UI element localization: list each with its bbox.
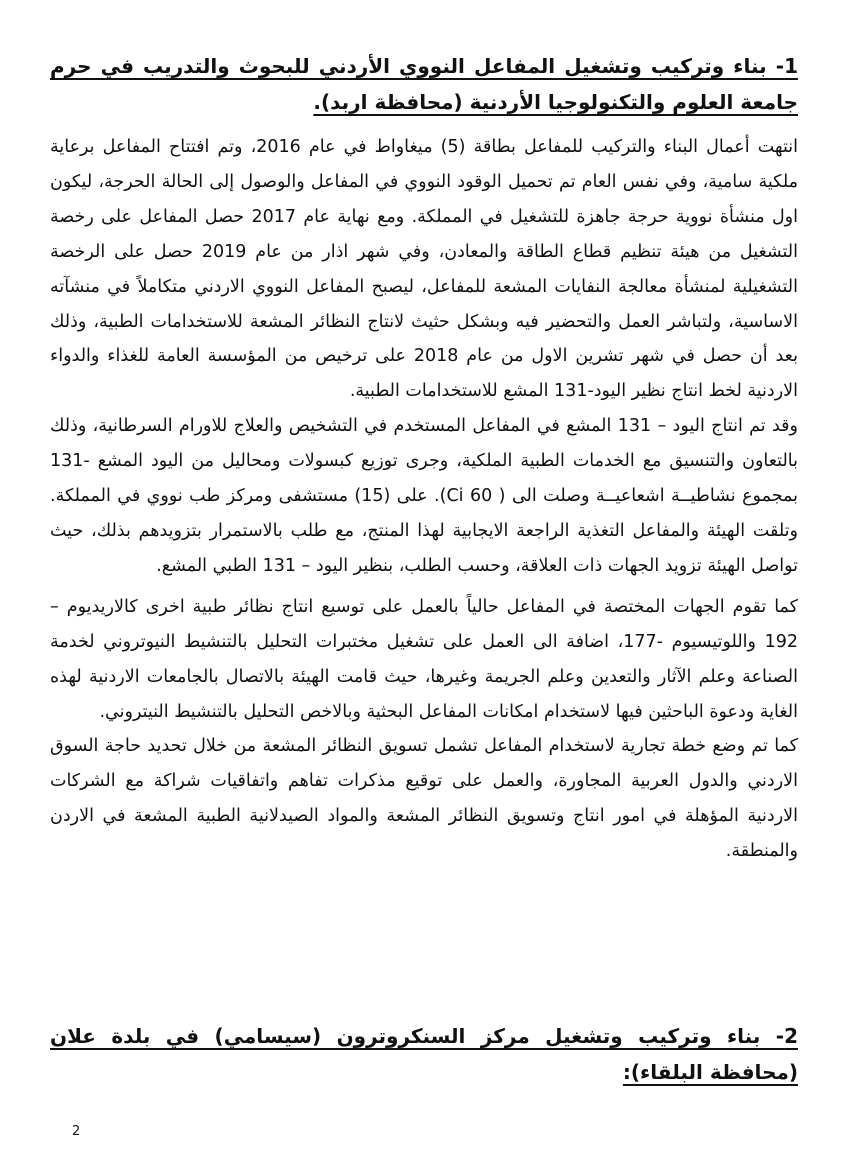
paragraph-iodine-131-production: وقد تم انتاج اليود – 131 المشع في المفاعل المستخدم في التشخيص والعلاج للاورام السرطانية، وذلك بالتعاون والتنسيق مع الخدمات الطبية الملكية، وجرى توزيع كبسولات ومحاليل من اليود المشع -131 بمجموع نشاطيــة اشعاعيــة وصلت الى ( Ci 60). على (15) مستشفى ومركز طب نووي في المملكة. وتلقت الهيئة والمفاعل التغذية الراجعة الايجابية لهذا المنتج، مع طلب بالاستمرار بتزويدهم بذلك، حيث تواصل الهيئة تزويد الجهات ذات العلاقة، وحسب الطلب، بنظير اليود – 131 الطبي المشع.: [50, 416, 798, 576]
section-1-heading: 1- بناء وتركيب وتشغيل المفاعل النووي الأردني للبحوث والتدريب في حرم جامعة العلوم والتكنولوجيا الأردنية (محافظة اربد).: [50, 54, 798, 114]
paragraph-business-plan: كما تم وضع خطة تجارية لاستخدام المفاعل تشمل تسويق النظائر المشعة من خلال تحديد حاجة السوق الاردني والدول العربية المجاورة، والعمل على توقيع مذكرات تفاهم واتفاقيات شراكة مع الشركات الاردنية المؤهلة في امور انتاج وتسويق النظائر المشعة والمواد الصيدلانية الطبية المشعة في الاردن والمنطقة.: [50, 736, 798, 862]
paragraph-reactor-construction: انتهت أعمال البناء والتركيب للمفاعل بطاقة (5) ميغاواط في عام 2016، وتم افتتاح المفاعل برعاية ملكية سامية، وفي نفس العام تم تحميل الوقود النووي في المفاعل والوصول إلى الحالة الحرجة، ليكون اول منشأة نووية حرجة جاهزة للتشغيل في المملكة. ومع نهاية عام 2017 حصل المفاعل على رخصة التشغيل من هيئة تنظيم قطاع الطاقة والمعادن، وفي شهر اذار من عام 2019 حصل على الرخصة التشغيلية لمنشأة معالجة النفايات المشعة للمفاعل، ليصبح المفاعل النووي الاردني متكاملاً في منشآته الاساسية، ولتباشر العمل والتحضير فيه وبشكل حثيث لانتاج النظائر المشعة للاستخدامات الطبية، وذلك بعد أن حصل في شهر تشرين الاول من عام 2018 على ترخيص من المؤسسة العامة للغذاء والدواء الاردنية لخط انتاج نظير اليود-131 المشع للاستخدامات الطبية.: [50, 137, 798, 402]
page-number: 2: [72, 1124, 81, 1139]
section-2-heading: 2- بناء وتركيب وتشغيل مركز السنكروترون (سيسامي) في بلدة علان (محافظة البلقاء):: [50, 1024, 798, 1084]
body-text: [50, 130, 798, 869]
paragraph-isotope-expansion: كما تقوم الجهات المختصة في المفاعل حالياً بالعمل على توسيع انتاج نظائر طبية اخرى كالاريديوم – 192 واللوتيسيوم -177، اضافة الى العمل على تشغيل مختبرات التحليل بالتنشيط النيوتروني لخدمة الصناعة وعلم الآثار والتعدين وعلم الجريمة وغيرها، حيث قامت الهيئة بالاتصال بالجامعات الاردنية لهذه الغاية ودعوة الباحثين فيها لاستخدام امكانات المفاعل البحثية وبالاخص التحليل بالتنشيط النيتروني.: [50, 596, 798, 722]
